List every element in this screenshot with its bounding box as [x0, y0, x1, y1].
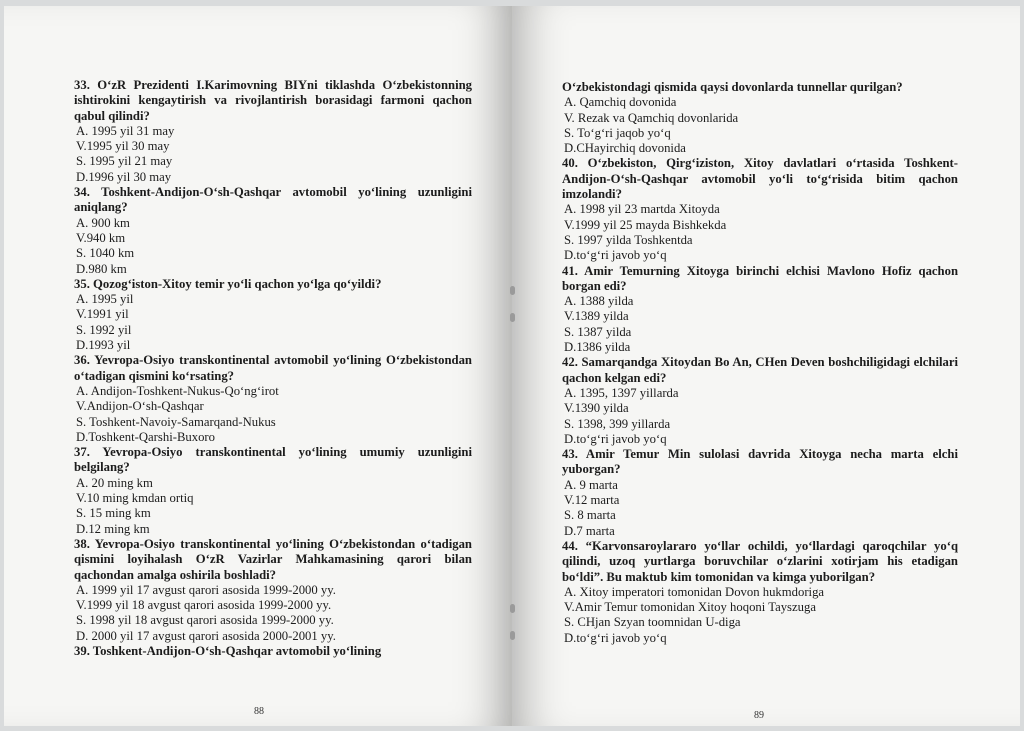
answer-option: S. CHjan Szyan toomnidan U-diga: [564, 615, 741, 630]
question-42: 42. Samarqandga Xitoydan Bo An, CHen Deven boshchiligidagi elchilari qachon kelgan edi?: [562, 355, 958, 385]
answer-option: D.980 km: [76, 261, 127, 276]
right-page: [512, 6, 1020, 726]
answer-option: S. 1997 yilda Toshkentda: [564, 232, 693, 247]
answer-option: D.to‘g‘ri javob yo‘q: [564, 630, 667, 645]
answer-option: S. To‘g‘ri jaqob yo‘q: [564, 125, 671, 140]
answer-option: V.12 marta: [564, 493, 620, 508]
answer-option: D.1993 yil: [76, 338, 131, 353]
answer-option: V.1999 yil 18 avgust qarori asosida 1999-2000 yy.: [76, 598, 332, 613]
answer-option: D.Toshkent-Qarshi-Buxoro: [76, 429, 216, 444]
answer-option: D.to‘g‘ri javob yo‘q: [564, 248, 667, 263]
answer-option: A. 9 marta: [564, 477, 618, 492]
answer-option: V.Amir Temur tomonidan Xitoy hoqoni Tayszuga: [564, 600, 816, 615]
answer-option: D.CHayirchiq dovonida: [564, 141, 686, 156]
answer-option: V.940 km: [76, 230, 126, 245]
question-41: 41. Amir Temurning Xitoyga birinchi elchisi Mavlono Hofiz qachon borgan edi?: [562, 263, 958, 293]
right-page-text: [562, 80, 958, 646]
answer-option: S. 1387 yilda: [564, 324, 632, 339]
answer-option: A. Xitoy imperatori tomonidan Dovon hukmdoriga: [564, 584, 825, 599]
answer-option: D.7 marta: [564, 523, 615, 538]
binding-hole: [510, 286, 515, 295]
answer-option: S. 1998 yil 18 avgust qarori asosida 1999-2000 yy.: [76, 613, 334, 628]
answer-option: S. 1040 km: [76, 246, 135, 261]
answer-option: S. 8 marta: [564, 508, 616, 523]
answer-option: V.1991 yil: [76, 307, 129, 322]
answer-option: A. 1999 yil 17 avgust qarori asosida 1999-2000 yy.: [76, 582, 336, 597]
answer-option: A. Qamchiq dovonida: [564, 95, 677, 110]
question-44: 44. “Karvonsaroylararo yo‘llar ochildi, yo‘llardagi qaroqchilar yo‘q qilindi, uzoq yurtlarga boruvchilar o‘zlarini xotirjam his etadigan bo‘ldi”. Bu maktub kim tomonidan va kimga yuborilgan?: [562, 538, 958, 584]
answer-option: S. 15 ming km: [76, 506, 151, 521]
binding-holes: [510, 0, 516, 731]
answer-option: S. 1992 yil: [76, 322, 132, 337]
binding-hole: [510, 631, 515, 640]
question-35: 35. Qozog‘iston-Xitoy temir yo‘li qachon yo‘lga qo‘yildi?: [74, 276, 382, 291]
answer-option: S. 1398, 399 yillarda: [564, 416, 671, 431]
answer-option: D.1386 yilda: [564, 340, 631, 355]
page-number: 89: [754, 710, 764, 721]
answer-option: V. Rezak va Qamchiq dovonlarida: [564, 110, 739, 125]
left-page-text: [74, 78, 472, 659]
question-37: 37. Yevropa-Osiyo transkontinental yo‘lining umumiy uzunligini belgilang?: [74, 445, 472, 475]
question-38: 38. Yevropa-Osiyo transkontinental yo‘lining O‘zbekistondan o‘tadigan qismini loyihalash O‘zR Vazirlar Mahkamasining qarori bilan qachondan amalga oshirila boshladi?: [74, 536, 472, 582]
question-36: 36. Yevropa-Osiyo transkontinental avtomobil yo‘lining O‘zbekistondan o‘tadigan qismini ko‘rsating?: [74, 353, 472, 383]
answer-option: A. 1995 yil 31 may: [76, 123, 175, 138]
answer-option: V.10 ming kmdan ortiq: [76, 491, 194, 506]
question-33: 33. O‘zR Prezidenti I.Karimovning BIYni tiklashda O‘zbekistonning ishtirokini kengaytirish va rivojlantirish borasidagi farmoni qachon qabul qilindi?: [74, 78, 472, 123]
answer-option: A. 1998 yil 23 martda Xitoyda: [564, 202, 720, 217]
answer-option: S. Toshkent-Navoiy-Samarqand-Nukus: [76, 414, 276, 429]
question-34: 34. Toshkent-Andijon-O‘sh-Qashqar avtomobil yo‘lining uzunligini aniqlang?: [74, 185, 472, 215]
answer-option: V.1995 yil 30 may: [76, 139, 170, 154]
binding-hole: [510, 313, 515, 322]
answer-option: A. 1388 yilda: [564, 294, 634, 309]
binding-hole: [510, 604, 515, 613]
answer-option: A. 900 km: [76, 215, 130, 230]
question-43: 43. Amir Temur Min sulolasi davrida Xitoyga necha marta elchi yuborgan?: [562, 447, 958, 477]
question-40: 40. O‘zbekiston, Qirg‘iziston, Xitoy davlatlari o‘rtasida Toshkent-Andijon-O‘sh-Qashqar avtomobil yo‘li to‘g‘risida bitim qachon imzolandi?: [562, 156, 958, 202]
answer-option: V.1390 yilda: [564, 401, 629, 416]
answer-option: D.to‘g‘ri javob yo‘q: [564, 431, 667, 446]
answer-option: A. 1995 yil: [76, 292, 134, 307]
answer-option: D. 2000 yil 17 avgust qarori asosida 2000-2001 yy.: [76, 628, 336, 643]
question-39-continued: O‘zbekistondagi qismida qaysi dovonlarda tunnellar qurilgan?: [562, 80, 903, 94]
answer-option: V.1999 yil 25 mayda Bishkekda: [564, 217, 727, 232]
left-page: [4, 6, 512, 726]
answer-option: A. Andijon-Toshkent-Nukus-Qo‘ng‘irot: [76, 383, 279, 398]
question-39: 39. Toshkent-Andijon-O‘sh-Qashqar avtomobil yo‘lining: [74, 643, 382, 658]
answer-option: S. 1995 yil 21 may: [76, 154, 173, 169]
answer-option: A. 20 ming km: [76, 475, 153, 490]
answer-option: V.Andijon-O‘sh-Qashqar: [76, 399, 204, 414]
answer-option: D.12 ming km: [76, 521, 150, 536]
answer-option: A. 1395, 1397 yillarda: [564, 385, 679, 400]
answer-option: V.1389 yilda: [564, 309, 629, 324]
page-number: 88: [254, 706, 264, 717]
answer-option: D.1996 yil 30 may: [76, 169, 172, 184]
